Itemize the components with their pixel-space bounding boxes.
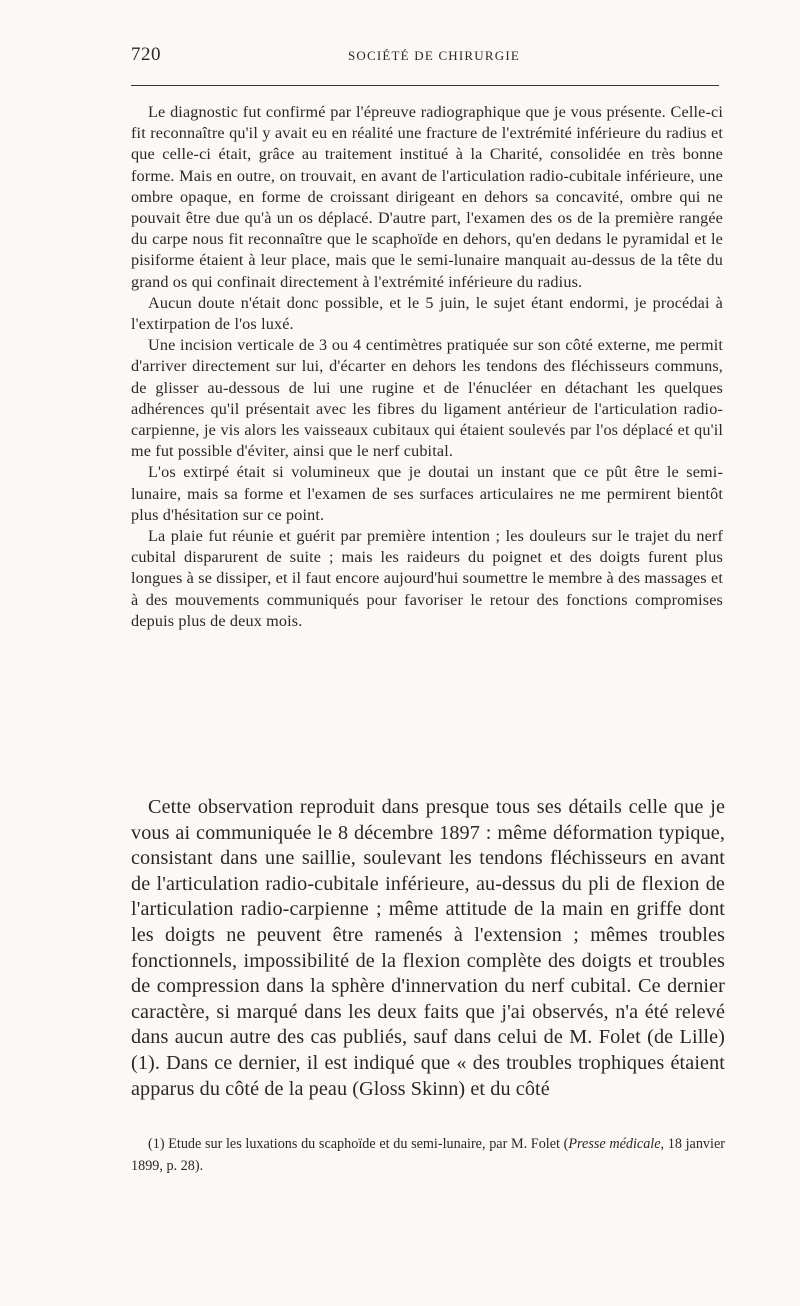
paragraph: Aucun doute n'était donc possible, et le 5 juin, le sujet étant endormi, je procédai à l'extirpation de l'os luxé.: [131, 293, 723, 334]
footnote: [131, 1134, 725, 1177]
page-header: [131, 44, 719, 70]
paragraph: Cette observation reproduit dans presque tous ses détails celle que je vous ai communiquée le 8 décembre 1897 : même déformation typique, consistant dans une saillie, soulevant les tendons fléchisseurs en avant de l'articulation radio-cubitale inférieure, au-dessus du pli de flexion de l'articulation radio-carpienne ; même attitude de la main en griffe dont les doigts ne peuvent être ramenés à l'extension ; mêmes troubles fonctionnels, impossibilité de la flexion complète des doigts et troubles de compression dans la sphère d'innervation du nerf cubital. Ce dernier caractère, si marqué dans les deux faits que j'ai observés, n'a été relevé dans aucun autre des cas publiés, sauf dans celui de M. Folet (de Lille) (1). Dans ce dernier, il est indiqué que « des troubles trophiques étaient apparus du côté de la peau (Gloss Skinn) et du côté: [131, 796, 725, 1100]
paragraph: L'os extirpé était si volumineux que je doutai un instant que ce pût être le semi-lunaire, mais sa forme et l'examen de ses surfaces articulaires ne me permirent bientôt plus d'hésitation sur ce point.: [131, 463, 723, 524]
commentary-text: [131, 795, 725, 1102]
page-number: 720: [131, 44, 161, 65]
journal-title: Presse médicale: [568, 1136, 661, 1152]
footnote-text-after: , 18 janvier 1899, p. 28).: [131, 1136, 725, 1174]
footnote-text-before: (1) Etude sur les luxations du scaphoïde et du semi-lunaire, par M. Folet (: [148, 1136, 569, 1152]
running-title: SOCIÉTÉ DE CHIRURGIE: [347, 48, 521, 63]
header-rule: [131, 85, 719, 86]
paragraph: La plaie fut réunie et guérit par première intention ; les douleurs sur le trajet du nerf cubital disparurent de suite ; mais les raideurs du poignet et des doigts furent plus longues à se dissiper, et il faut encore aujourd'hui soumettre le membre à des massages et à des mouvements communiqués pour favoriser le retour des fonctions compromises depuis plus de deux mois.: [131, 527, 723, 630]
paragraph: Une incision verticale de 3 ou 4 centimètres pratiquée sur son côté externe, me permit d'arriver directement sur lui, d'écarter en dehors les tendons des fléchisseurs communs, de glisser au-dessous de lui une rugine et de l'énucléer en détachant les quelques adhérences qu'il présentait avec les fibres du ligament antérieur de l'articulation radio-carpienne, je vis alors les vaisseaux cubitaux qui étaient soulevés par l'os déplacé et qu'il me fut possible d'éviter, ainsi que le nerf cubital.: [131, 336, 723, 461]
paragraph: Le diagnostic fut confirmé par l'épreuve radiographique que je vous présente. Celle-ci fit reconnaître qu'il y avait eu en réalité une fracture de l'extrémité inférieure du radius et que celle-ci était, grâce au traitement institué à la Charité, consolidée en très bonne forme. Mais en outre, on trouvait, en avant de l'articulation radio-cubitale inférieure, une ombre opaque, en forme de croissant dirigeant en dehors sa concavité, ombre qui ne pouvait être due qu'à un os déplacé. D'autre part, l'examen des os de la première rangée du carpe nous fit reconnaître que le scaphoïde en dehors, qu'en dedans le pyramidal et le pisiforme étaient à leur place, mais que le semi-lunaire manquait au-dessus de la tête du grand os qui confinait directement à l'extrémité inférieure du radius.: [131, 103, 723, 291]
observation-text: [131, 102, 723, 632]
footnote-text: [131, 1134, 725, 1177]
